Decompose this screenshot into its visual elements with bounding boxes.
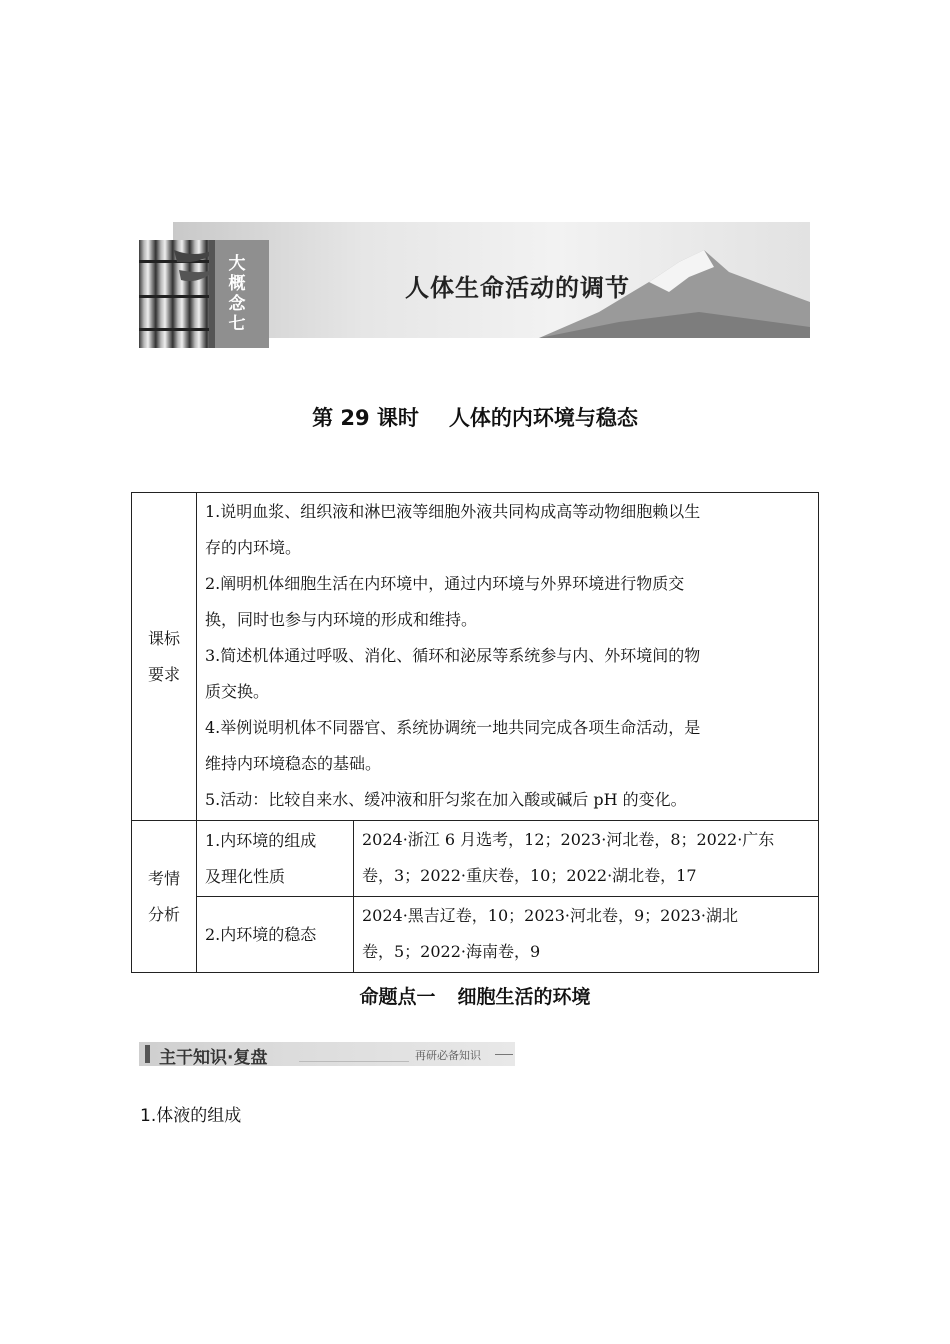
requirement-line: 5.活动：比较自来水、缓冲液和肝匀浆在加入酸或碱后 pH 的变化。	[205, 790, 687, 809]
bar-marker-icon	[145, 1045, 150, 1063]
concept-label	[220, 254, 254, 334]
section-name: 细胞生活的环境	[457, 986, 591, 1008]
exam-text: 卷，3；2022·重庆卷，10；2022·湖北卷，17	[362, 866, 697, 885]
concept-char: 概	[228, 274, 246, 294]
topic-text: 及理化性质	[205, 866, 286, 886]
lesson-number: 第 29 课时	[312, 406, 419, 430]
exam-text: 2024·黑吉辽卷，10；2023·河北卷，9；2023·湖北	[362, 906, 738, 925]
requirement-line: 4.举例说明机体不同器官、系统协调统一地共同完成各项生命活动，是	[205, 718, 701, 737]
divider	[299, 1061, 409, 1062]
section-title	[0, 982, 950, 1009]
body-item: 1.体液的组成	[140, 1106, 242, 1126]
exam-text: 2024·浙江 6 月选考，12；2023·河北卷，8；2022·广东	[362, 830, 775, 849]
analysis-exams	[354, 897, 819, 973]
concept-char: 七	[228, 314, 246, 334]
banner-title: 人体生命活动的调节	[405, 274, 630, 302]
header-text: 考情	[147, 868, 180, 888]
requirements-content	[197, 493, 819, 821]
knowledge-review-bar	[139, 1042, 515, 1066]
analysis-header	[132, 821, 197, 973]
header-text: 要求	[147, 664, 180, 684]
header-text: 课标	[147, 628, 180, 648]
requirement-line: 2.阐明机体细胞生活在内环境中，通过内环境与外界环境进行物质交	[205, 574, 685, 593]
analysis-topic	[197, 821, 354, 897]
requirement-line: 3.简述机体通过呼吸、消化、循环和泌尿等系统参与内、外环境间的物	[205, 646, 701, 665]
knowledge-bar-subtitle: 再研必备知识	[415, 1049, 481, 1062]
analysis-row	[132, 821, 819, 897]
chapter-banner	[139, 222, 810, 348]
curriculum-table	[131, 492, 819, 973]
knowledge-bar-label: 主干知识·复盘	[159, 1048, 268, 1068]
section-label: 命题点一	[359, 986, 436, 1008]
concept-char: 大	[228, 254, 246, 274]
requirement-line: 质交换。	[205, 682, 270, 701]
requirement-line: 存的内环境。	[205, 538, 302, 557]
requirements-header	[132, 493, 197, 821]
lesson-title	[0, 402, 950, 432]
header-text: 分析	[147, 904, 180, 924]
topic-text: 2.内环境的稳态	[205, 924, 317, 944]
analysis-row	[132, 897, 819, 973]
exam-text: 卷，5；2022·海南卷，9	[362, 942, 541, 961]
requirement-line: 换，同时也参与内环境的形成和维持。	[205, 610, 478, 629]
divider	[495, 1054, 513, 1055]
concept-char: 念	[228, 294, 246, 314]
requirement-line: 维持内环境稳态的基础。	[205, 754, 382, 773]
analysis-topic	[197, 897, 354, 973]
requirement-line: 1.说明血浆、组织液和淋巴液等细胞外液共同构成高等动物细胞赖以生	[205, 502, 701, 521]
lesson-name: 人体的内环境与稳态	[448, 406, 638, 430]
topic-text: 1.内环境的组成	[205, 830, 317, 850]
requirements-row	[132, 493, 819, 821]
analysis-exams	[354, 821, 819, 897]
